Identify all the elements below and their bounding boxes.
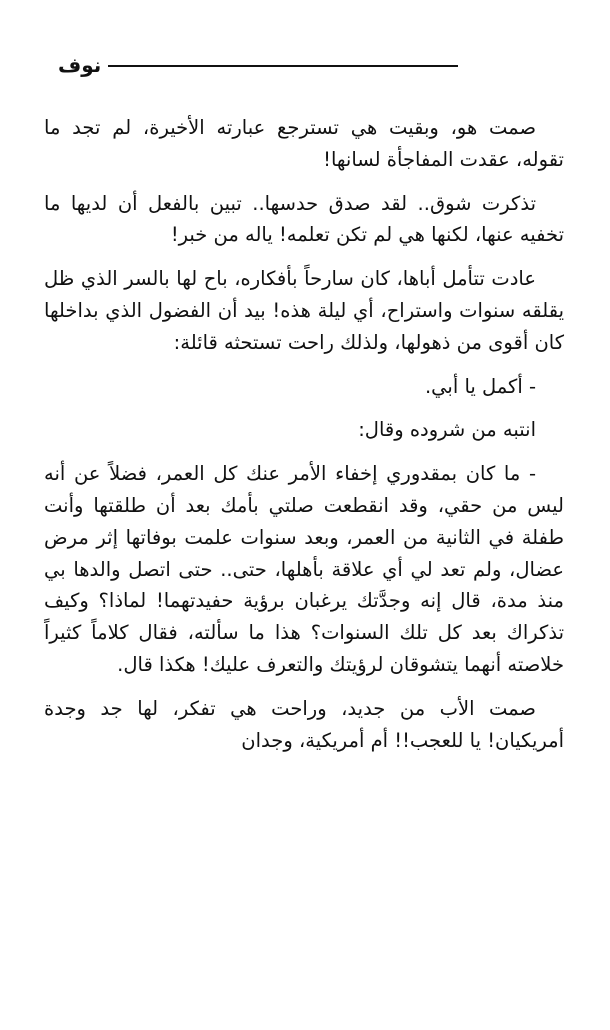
dialogue-line: - ما كان بمقدوري إخفاء الأمر عنك كل العمر، فضلاً عن أنه ليس من حقي، وقد انقطعت صلتي بأمك بعد أن طلقتها وأنت طفلة في الثانية من العمر، وبعد سنوات علمت بوفاتها إثر مرض عضال، ولم تعد لي أي علاقة بأهلها، حتى.. حتى اتصل والدها بي منذ مدة، قال إنه وجدَّتك يرغبان برؤية حفيدتهما! لماذا؟ وكيف تذكراك بعد كل تلك السنوات؟ هذا ما سألته، فقال كلاماً كثيراً خلاصته أنهما يتشوقان لرؤيتك والتعرف عليك! هكذا قال. [44, 462, 564, 676]
dialogue-line: - أكمل يا أبي. [424, 374, 536, 398]
paragraph: عادت تتأمل أباها، كان سارحاً بأفكاره، باح لها بالسر الذي ظل يقلقه سنوات واستراح، أي ليلة هذه! بيد أن الفضول الذي بداخلها كان أقوى من ذهولها، ولذلك راحت تستحثه قائلة: [44, 267, 564, 354]
paragraph: انتبه من شروده وقال: [358, 418, 536, 442]
paragraph: صمت الأب من جديد، وراحت هي تفكر، لها جد وجدة أمريكيان! يا للعجب!! أم أمريكية، وجدان [44, 696, 564, 752]
running-header [58, 52, 458, 78]
paragraph: صمت هو، وبقيت هي تسترجع عبارته الأخيرة، لم تجد ما تقوله، عقدت المفاجأة لسانها! [44, 116, 564, 171]
header-title: نوف [58, 53, 102, 77]
paragraph: تذكرت شوق.. لقد صدق حدسها.. تبين بالفعل أن لديها ما تخفيه عنها، لكنها هي لم تكن تعلمه! ياله من خبر! [44, 191, 564, 247]
header-rule [108, 65, 458, 67]
page-body [44, 112, 564, 768]
